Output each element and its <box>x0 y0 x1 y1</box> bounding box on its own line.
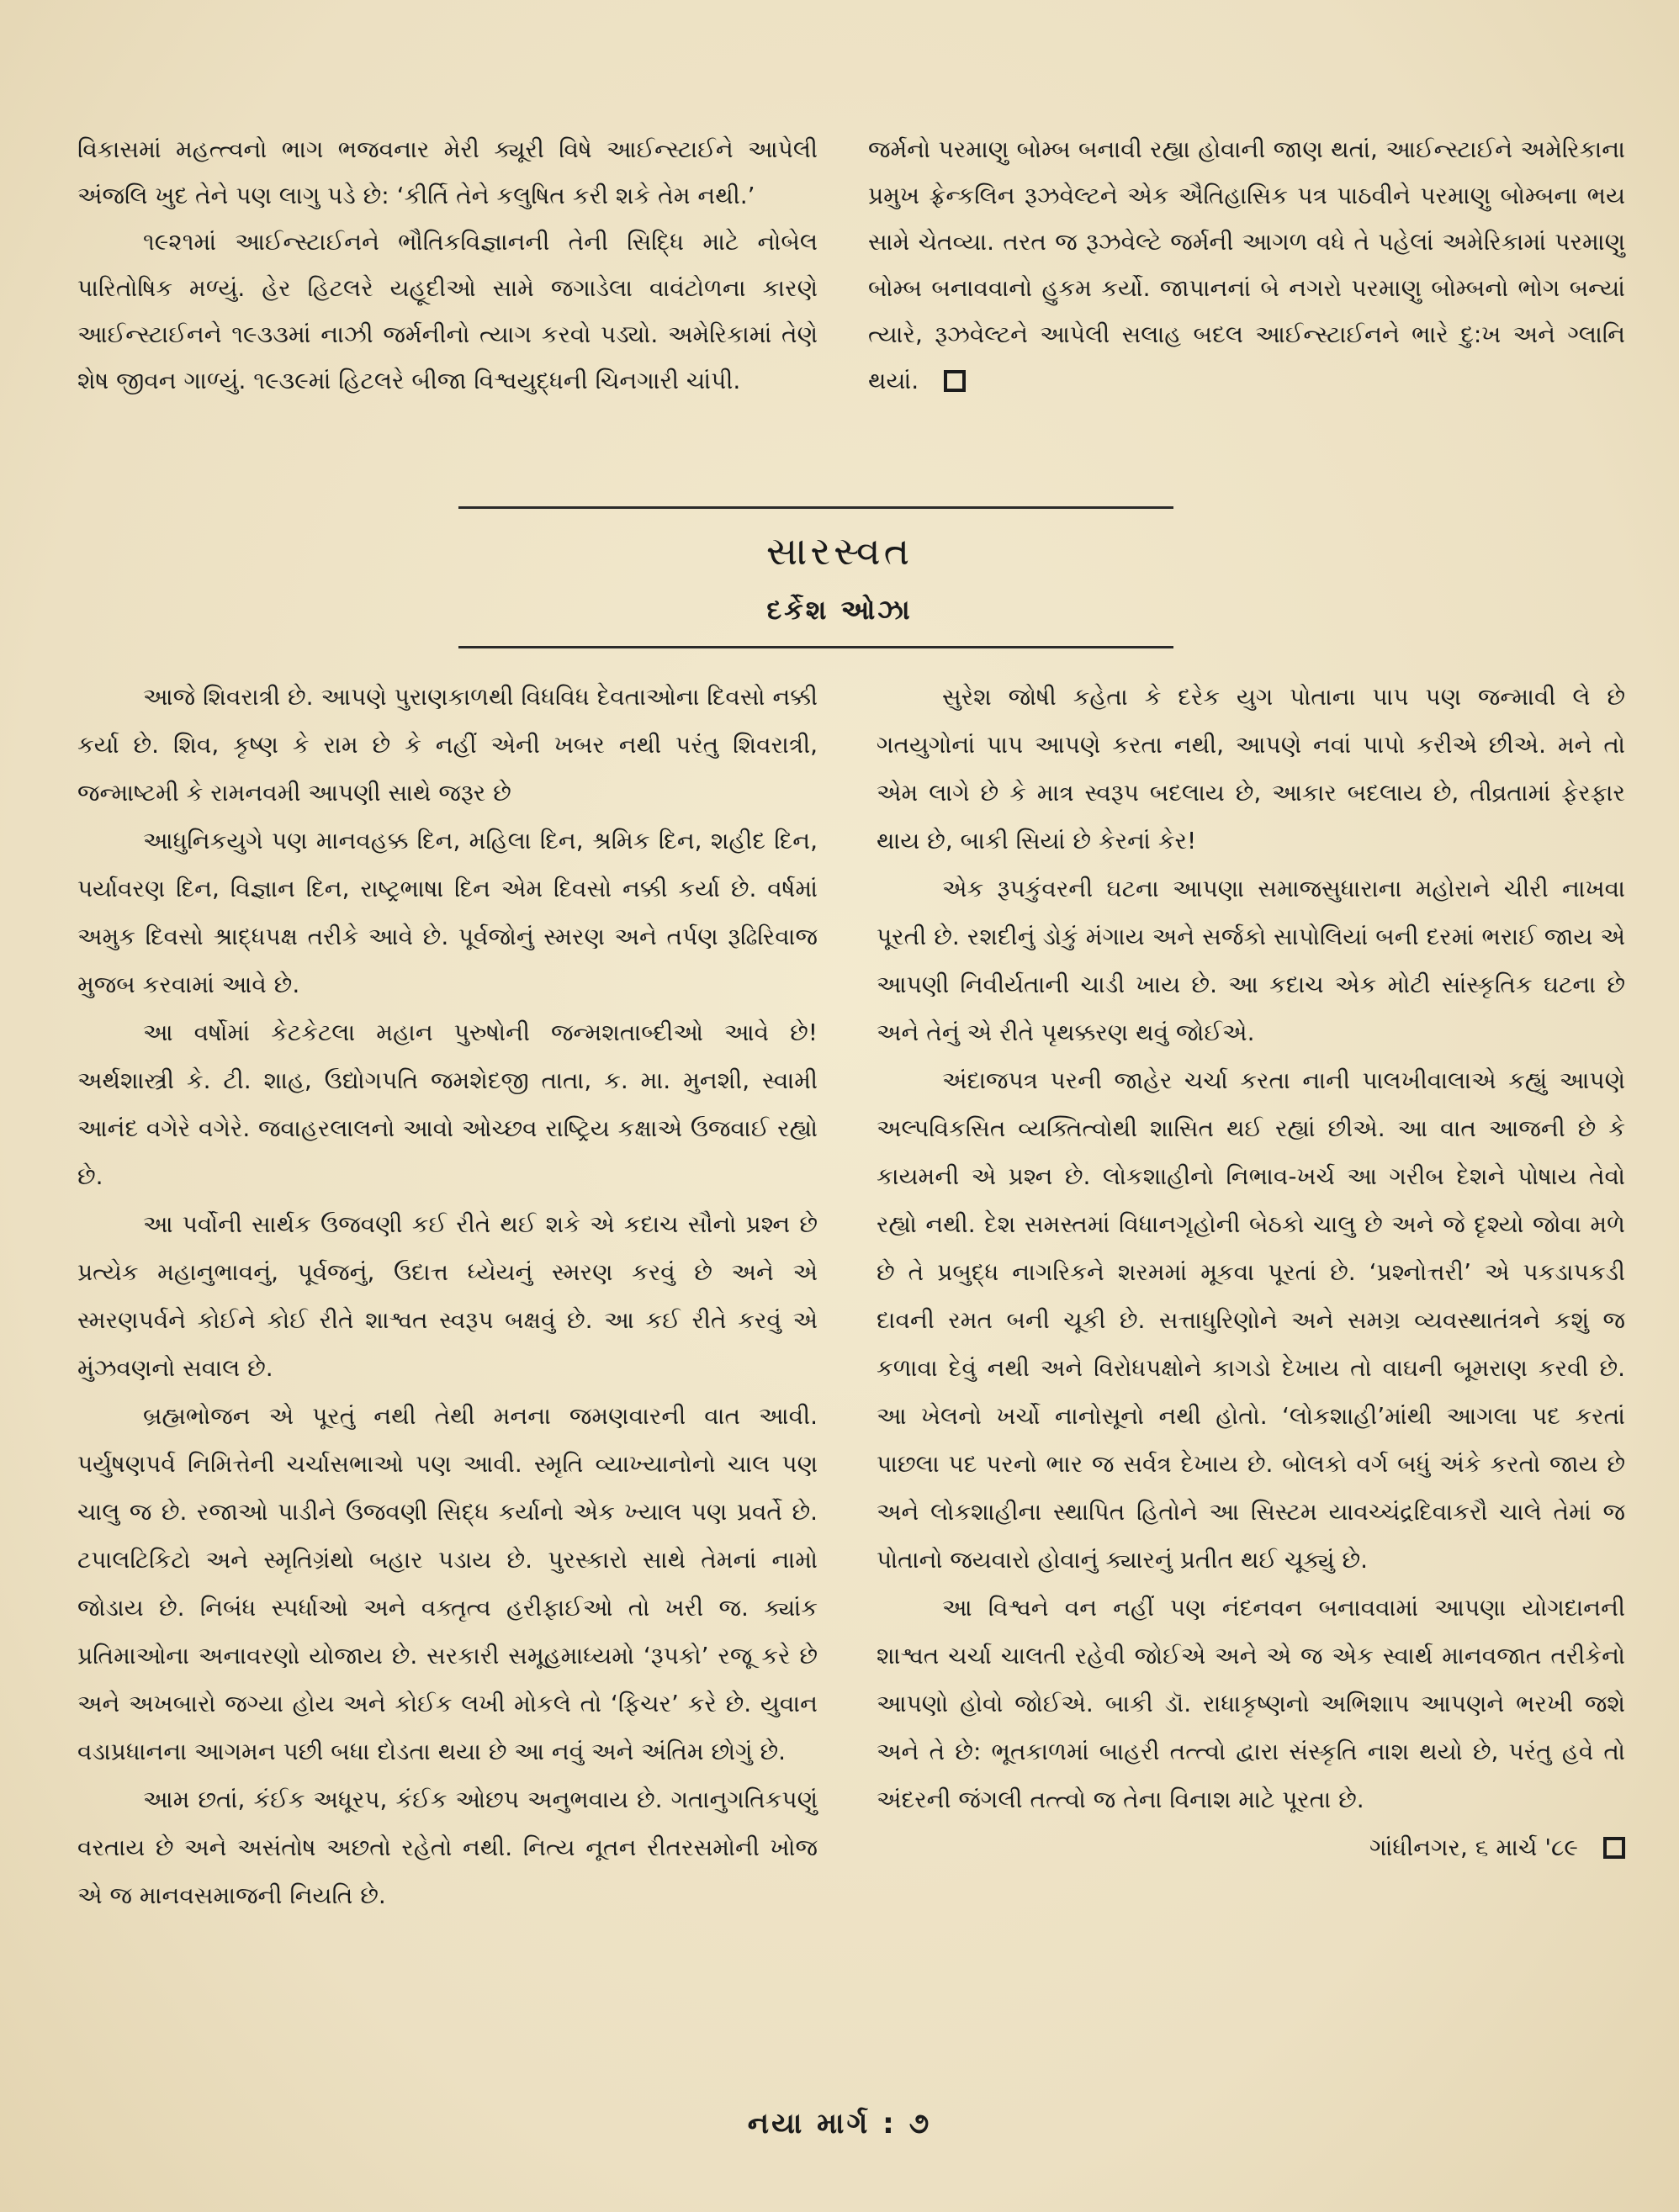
previous-article-continuation <box>77 126 1625 488</box>
end-mark-icon <box>1603 1837 1625 1859</box>
paragraph: આમ છતાં, કંઈક અધૂરપ, કંઈક ઓછપ અનુભવાય છે. ગતાનુગતિકપણું વરતાય છે અને અસંતોષ અછતો રહેતો નથી. નિત્ય નૂતન રીતરસમોની ખોજ એ જ માનવસમાજની નિયતિ છે. <box>77 1786 818 1909</box>
divider-top <box>458 506 1173 509</box>
article-title: સારસ્વત <box>765 528 914 574</box>
signoff-text: ગાંધીનગર, ૬ માર્ચ '૮૯ <box>1369 1834 1578 1861</box>
divider-bottom <box>458 646 1173 648</box>
signoff <box>877 1823 1625 1871</box>
article-right-column <box>877 673 1625 1871</box>
paragraph: બ્રહ્મભોજન એ પૂરતું નથી તેથી મનના જમણવારની વાત આવી. પર્યુષણપર્વ નિમિત્તેની ચર્ચાસભાઓ પણ આવી. સ્મૃતિ વ્યાખ્યાનોનો ચાલ પણ ચાલુ જ છે. રજાઓ પાડીને ઉજવણી સિદ્ધ કર્યાનો એક ખ્યાલ પણ પ્રવર્તે છે. ટપાલટિકિટો અને સ્મૃતિગ્રંથો બહાર પડાય છે. પુરસ્કારો સાથે તેમનાં નામો જોડાય છે. નિબંધ સ્પર્ધાઓ અને વક્તૃત્વ હરીફાઈઓ તો ખરી જ. ક્યાંક પ્રતિમાઓના અનાવરણો યોજાય છે. સરકારી સમૂહમાધ્યમો ‘રૂપકો’ રજૂ કરે છે અને અખબારો જગ્યા હોય અને કોઈક લખી મોકલે તો ‘ફિચર’ કરે છે. યુવાન વડાપ્રધાનના આગમન પછી બધા દોડતા થયા છે આ નવું અને અંતિમ છોગું છે. <box>77 1402 818 1765</box>
paragraph: એક રૂપકુંવરની ઘટના આપણા સમાજસુધારાના મહોરાને ચીરી નાખવા પૂરતી છે. રશદીનું ડોકું મંગાય અને સર્જકો સાપોલિયાં બની દરમાં ભરાઈ જાય એ આપણી નિવીર્યતાની ચાડી ખાય છે. આ કદાચ એક મોટી સાંસ્કૃતિક ઘટના છે અને તેનું એ રીતે પૃથક્કરણ થવું જોઈએ. <box>877 875 1625 1046</box>
paragraph: આધુનિકયુગે પણ માનવહક્ક દિન, મહિલા દિન, શ્રમિક દિન, શહીદ દિન, પર્યાવરણ દિન, વિજ્ઞાન દિન, રાષ્ટ્રભાષા દિન એમ દિવસો નક્કી કર્યા છે. વર્ષમાં અમુક દિવસો શ્રાદ્ધપક્ષ તરીકે આવે છે. પૂર્વજોનું સ્મરણ અને તર્પણ રૂઢિરિવાજ મુજબ કરવામાં આવે છે. <box>77 827 818 998</box>
article-body <box>77 673 1625 2044</box>
paragraph: વિકાસમાં મહત્ત્વનો ભાગ ભજવનાર મેરી ક્યૂરી વિષે આઈન્સ્ટાઈને આપેલી અંજલિ ખુદ તેને પણ લાગુ પડે છે: ‘કીર્તિ તેને કલુષિત કરી શકે તેમ નથી.’ <box>77 135 818 209</box>
paragraph: અંદાજપત્ર પરની જાહેર ચર્ચા કરતા નાની પાલખીવાલાએ કહ્યું આપણે અલ્પવિકસિત વ્યક્તિત્વોથી શાસિત થઈ રહ્યાં છીએ. આ વાત આજની છે કે કાયમની એ પ્રશ્ન છે. લોકશાહીનો નિભાવ-ખર્ચ આ ગરીબ દેશને પોષાય તેવો રહ્યો નથી. દેશ સમસ્તમાં વિધાનગૃહોની બેઠકો ચાલુ છે અને જે દૃશ્યો જોવા મળે છે તે પ્રબુદ્ધ નાગરિકને શરમમાં મૂકવા પૂરતાં છે. ‘પ્રશ્નોત્તરી’ એ પકડાપકડી દાવની રમત બની ચૂકી છે. સત્તાધુરિણોને અને સમગ્ર વ્યવસ્થાતંત્રને કશું જ કળાવા દેવું નથી અને વિરોધપક્ષોને કાગડો દેખાય તો વાઘની બૂમરાણ કરવી છે. આ ખેલનો ખર્ચો નાનોસૂનો નથી હોતો. ‘લોકશાહી’માંથી આગલા પદ કરતાં પાછલા પદ પરનો ભાર જ સર્વત્ર દેખાય છે. બોલકો વર્ગ બધું અંકે કરતો જાય છે અને લોકશાહીના સ્થાપિત હિતોને આ સિસ્ટમ યાવચ્ચંદ્રદિવાકરૌ ચાલે તેમાં જ પોતાનો જયવારો હોવાનું ક્યારનું પ્રતીત થઈ ચૂક્યું છે. <box>877 1066 1625 1574</box>
paragraph: આ વર્ષોમાં કેટકેટલા મહાન પુરુષોની જન્મશતાબ્દીઓ આવે છે! અર્થશાસ્ત્રી કે. ટી. શાહ, ઉદ્યોગપતિ જમશેદજી તાતા, ક. મા. મુનશી, સ્વામી આનંદ વગેરે વગેરે. જવાહરલાલનો આવો ઓચ્છવ રાષ્ટ્રિય કક્ષાએ ઉજવાઈ રહ્યો છે. <box>77 1019 818 1190</box>
paragraph: ૧૯૨૧માં આઈન્સ્ટાઈનને ભૌતિકવિજ્ઞાનની તેની સિદ્ધિ માટે નોબેલ પારિતોષિક મળ્યું. હેર હિટલરે યહૂદીઓ સામે જગાડેલા વાવંટોળના કારણે આઈન્સ્ટાઈનને ૧૯૩૩માં નાઝી જર્મનીનો ત્યાગ કરવો પડ્યો. અમેરિકામાં તેણે શેષ જીવન ગાળ્યું. ૧૯૩૯માં હિટલરે બીજા વિશ્વયુદ્ધની ચિનગારી ચાંપી. <box>77 228 818 394</box>
paragraph: સુરેશ જોષી કહેતા કે દરેક યુગ પોતાના પાપ પણ જન્માવી લે છે ગતયુગોનાં પાપ આપણે કરતા નથી, આપણે નવાં પાપો કરીએ છીએ. મને તો એમ લાગે છે કે માત્ર સ્વરૂપ બદલાય છે, આકાર બદલાય છે, તીવ્રતામાં ફેરફાર થાય છે, બાકી સિયાં છે કેરનાં કેર! <box>877 683 1625 855</box>
article-left-column <box>77 673 818 1919</box>
top-left-column <box>77 126 818 404</box>
paragraph: આજે શિવરાત્રી છે. આપણે પુરાણકાળથી વિધવિધ દેવતાઓના દિવસો નક્કી કર્યા છે. શિવ, કૃષ્ણ કે રામ છે કે નહીં એની ખબર નથી પરંતુ શિવરાત્રી, જન્માષ્ટમી કે રામનવમી આપણી સાથે જરૂર છે <box>77 683 818 807</box>
page-footer: નયા માર્ગ : ૭ <box>747 2107 932 2141</box>
paragraph: આ પર્વોની સાર્થક ઉજવણી કઈ રીતે થઈ શકે એ કદાચ સૌનો પ્રશ્ન છે પ્રત્યેક મહાનુભાવનું, પૂર્વજનું, ઉદાત્ત ધ્યેયનું સ્મરણ કરવું છે અને એ સ્મરણપર્વને કોઈને કોઈ રીતે શાશ્વત સ્વરૂપ બક્ષવું છે. આ કઈ રીતે કરવું એ મુંઝવણનો સવાલ છે. <box>77 1210 818 1382</box>
article-author: દર્કેશ ઓઝા <box>766 594 913 626</box>
top-right-column <box>868 126 1625 404</box>
end-mark-icon <box>944 370 966 392</box>
paragraph-text: જર્મનો પરમાણુ બોમ્બ બનાવી રહ્યા હોવાની જાણ થતાં, આઈન્સ્ટાઈને અમેરિકાના પ્રમુખ ફ્રેન્કલિન રૂઝવેલ્ટને એક ઐતિહાસિક પત્ર પાઠવીને પરમાણુ બોમ્બના ભય સામે ચેતવ્યા. તરત જ રૂઝવેલ્ટે જર્મની આગળ વધે તે પહેલાં અમેરિકામાં પરમાણુ બોમ્બ બનાવવાનો હુકમ કર્યો. જાપાનનાં બે નગરો પરમાણુ બોમ્બનો ભોગ બન્યાં ત્યારે, રૂઝવેલ્ટને આપેલી સલાહ બદલ આઈન્સ્ટાઈનને ભારે દુ:ખ અને ગ્લાનિ થયાં. <box>868 135 1625 394</box>
paragraph: આ વિશ્વને વન નહીં પણ નંદનવન બનાવવામાં આપણા યોગદાનની શાશ્વત ચર્ચા ચાલતી રહેવી જોઈએ અને એ જ એક સ્વાર્થ માનવજાત તરીકેનો આપણો હોવો જોઈએ. બાકી ડૉ. રાધાકૃષ્ણનો અભિશાપ આપણને ભરખી જશે અને તે છે: ભૂતકાળમાં બાહરી તત્ત્વો દ્વારા સંસ્કૃતિ નાશ થયો છે, પરંતુ હવે તો અંદરની જંગલી તત્ત્વો જ તેના વિનાશ માટે પૂરતા છે. <box>877 1594 1625 1813</box>
paragraph <box>868 126 1625 404</box>
